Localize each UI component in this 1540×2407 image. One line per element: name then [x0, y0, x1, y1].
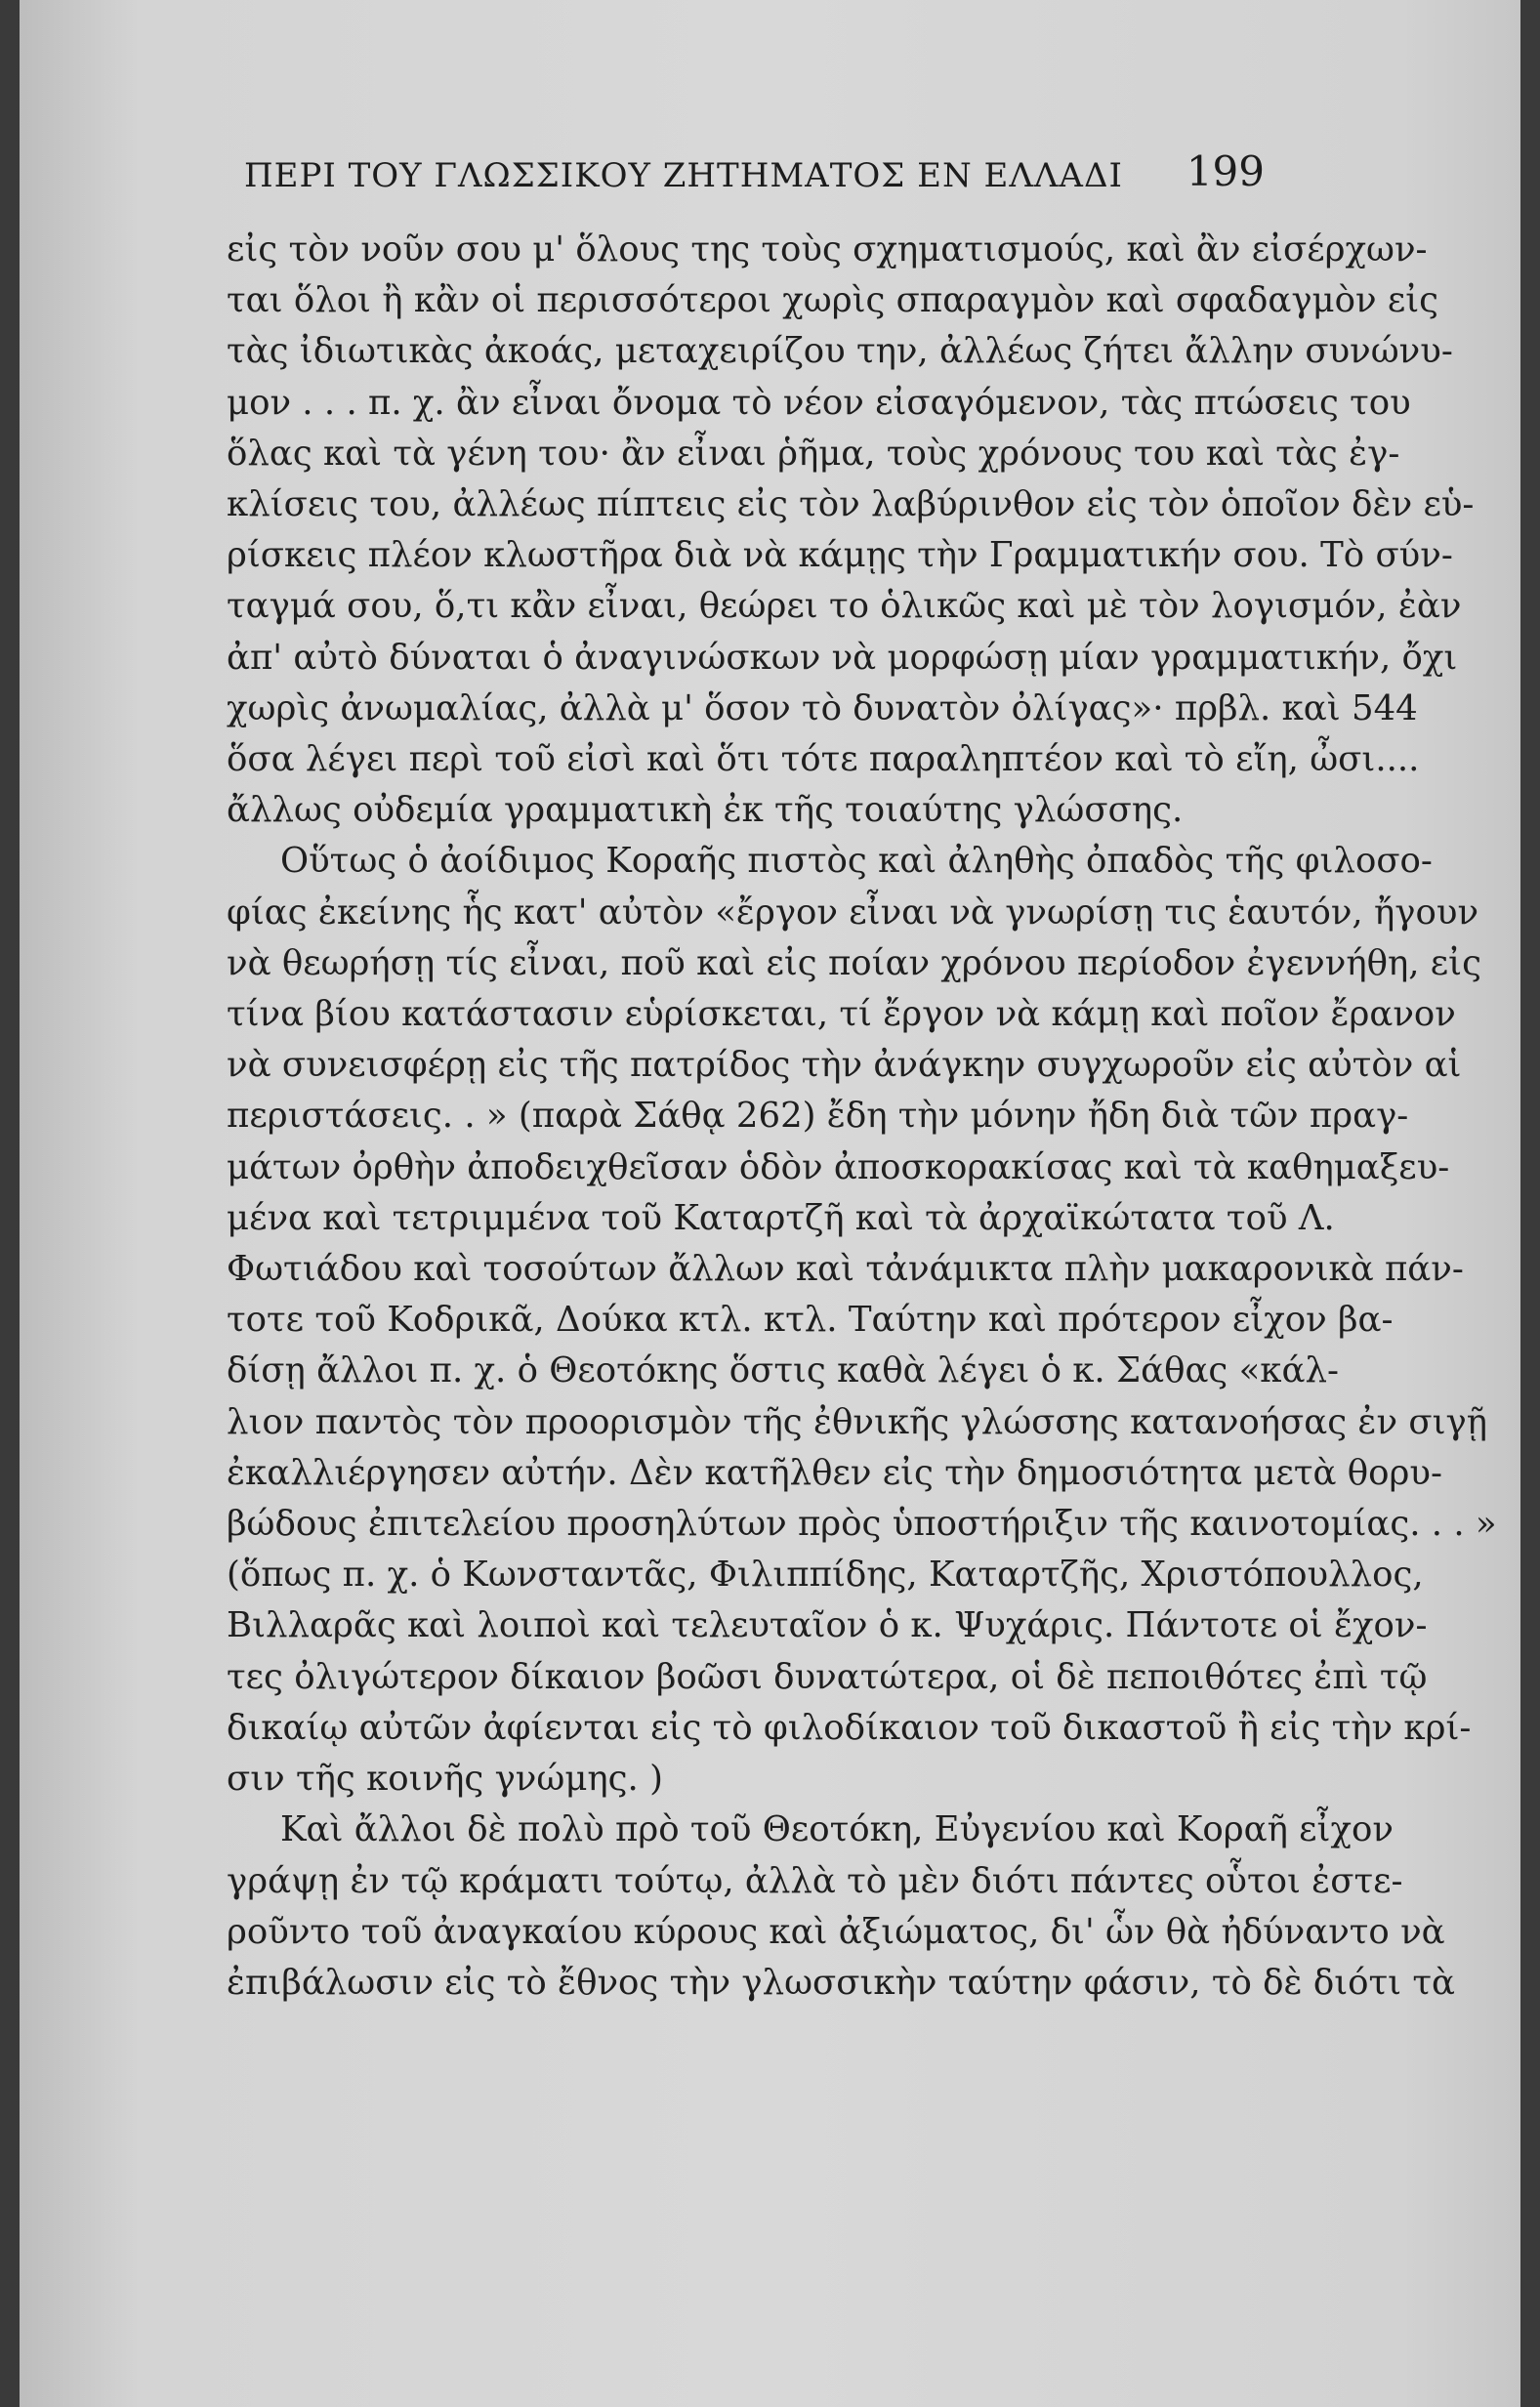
page-header [244, 137, 1265, 195]
text-line: τες ὀλιγώτερον δίκαιον βοῶσι δυνατώτερα, οἱ δὲ πεποιθότες ἐπὶ τῷ [227, 1656, 1428, 1697]
text-line: βώδους ἐπιτελείου προσηλύτων πρὸς ὑποστήριξιν τῆς καινοτομίας. . . » [227, 1504, 1497, 1545]
text-line: ὅλας καὶ τὰ γένη του· ἂν εἶναι ῥῆμα, τοὺς χρόνους του καὶ τὰς ἐγ- [227, 433, 1400, 474]
text-line: Καὶ ἄλλοι δὲ πολὺ πρὸ τοῦ Θεοτόκη, Εὐγενίου καὶ Κοραῆ εἶχον [280, 1809, 1394, 1850]
text-line: δίσῃ ἄλλοι π. χ. ὁ Θεοτόκης ὅστις καθὰ λέγει ὁ κ. Σάθας «κάλ- [227, 1350, 1339, 1391]
text-line: ται ὅλοι ἢ κἂν οἱ περισσότεροι χωρὶς σπαραγμὸν καὶ σφαδαγμὸν εἰς [227, 280, 1439, 321]
text-line: ροῦντο τοῦ ἀναγκαίου κύρους καὶ ἀξιώματος, δι' ὧν θὰ ἠδύναντο νὰ [227, 1911, 1445, 1952]
text-line: σιν τῆς κοινῆς γνώμης. ) [227, 1759, 663, 1800]
text-line: κλίσεις του, ἀλλέως πίπτεις εἰς τὸν λαβύρινθον εἰς τὸν ὁποῖον δὲν εὑ- [227, 484, 1475, 525]
book-page [20, 0, 1520, 2407]
text-line: εἰς τὸν νοῦν σου μ' ὅλους της τοὺς σχηματισμούς, καὶ ἂν εἰσέρχων- [227, 229, 1428, 270]
text-line: λιον παντὸς τὸν προορισμὸν τῆς ἐθνικῆς γλώσσης κατανοήσας ἐν σιγῇ [227, 1401, 1487, 1442]
text-line: χωρὶς ἀνωμαλίας, ἀλλὰ μ' ὅσον τὸ δυνατὸν ὀλίγας»· πρβλ. καὶ 544 [227, 687, 1418, 728]
page-number: 199 [1186, 147, 1265, 195]
text-line: περιστάσεις. . » (παρὰ Σάθᾳ 262) ἔδη τὴν μόνην ἤδη διὰ τῶν πραγ- [227, 1096, 1409, 1137]
text-line: ρίσκεις πλέον κλωστῆρα διὰ νὰ κάμῃς τὴν Γραμματικήν σου. Τὸ σύν- [227, 535, 1453, 576]
text-line: ὅσα λέγει περὶ τοῦ εἰσὶ καὶ ὅτι τότε παραληπτέον καὶ τὸ εἴη, ὦσι.... [227, 739, 1420, 780]
text-line: νὰ θεωρήσῃ τίς εἶναι, ποῦ καὶ εἰς ποίαν χρόνου περίοδον ἐγεννήθη, εἰς [227, 942, 1481, 983]
text-line: ἐκαλλιέργησεν αὐτήν. Δὲν κατῆλθεν εἰς τὴν δημοσιότητα μετὰ θορυ- [227, 1452, 1442, 1493]
text-line: Βιλλαρᾶς καὶ λοιποὶ καὶ τελευταῖον ὁ κ. Ψυχάρις. Πάντοτε οἱ ἔχον- [227, 1605, 1428, 1646]
text-line: ἄλλως οὐδεμία γραμματικὴ ἐκ τῆς τοιαύτης γλώσσης. [227, 790, 1184, 831]
body-text [227, 225, 1497, 2009]
text-line: φίας ἐκείνης ἧς κατ' αὐτὸν «ἔργον εἶναι νὰ γνωρίσῃ τις ἑαυτόν, ἤγουν [227, 892, 1479, 933]
running-title: ΠΕΡΙ ΤΟΥ ΓΛΩΣΣΙΚΟΥ ΖΗΤΗΜΑΤΟΣ ΕΝ ΕΛΛΑΔΙ [244, 156, 1123, 195]
text-line: μάτων ὀρθὴν ἀποδειχθεῖσαν ὁδὸν ἀποσκορακίσας καὶ τὰ καθημαξευ- [227, 1146, 1450, 1187]
text-line: ἐπιβάλωσιν εἰς τὸ ἔθνος τὴν γλωσσικὴν ταύτην φάσιν, τὸ δὲ διότι τὰ [227, 1962, 1455, 2003]
text-line: μον . . . π. χ. ἂν εἶναι ὄνομα τὸ νέον εἰσαγόμενον, τὰς πτώσεις του [227, 382, 1411, 423]
text-line: τὰς ἰδιωτικὰς ἀκοάς, μεταχειρίζου την, ἀλλέως ζήτει ἄλλην συνώνυ- [227, 331, 1453, 372]
text-line: (ὅπως π. χ. ὁ Κωνσταντᾶς, Φιλιππίδης, Καταρτζῆς, Χριστόπουλλος, [227, 1555, 1424, 1596]
text-line: γράψῃ ἐν τῷ κράματι τούτῳ, ἀλλὰ τὸ μὲν διότι πάντες οὗτοι ἐστε- [227, 1860, 1403, 1901]
text-line: νὰ συνεισφέρῃ εἰς τῆς πατρίδος τὴν ἀνάγκην συγχωροῦν εἰς αὐτὸν αἱ [227, 1045, 1462, 1086]
text-line: Οὕτως ὁ ἀοίδιμος Κοραῆς πιστὸς καὶ ἀληθὴς ὀπαδὸς τῆς φιλοσο- [280, 841, 1433, 882]
text-line: Φωτιάδου καὶ τοσούτων ἄλλων καὶ τἀνάμικτα πλὴν μακαρονικὰ πάν- [227, 1249, 1464, 1290]
text-line: τοτε τοῦ Κοδρικᾶ, Δούκα κτλ. κτλ. Ταύτην καὶ πρότερον εἶχον βα- [227, 1300, 1394, 1341]
text-line: ἀπ' αὐτὸ δύναται ὁ ἀναγινώσκων νὰ μορφώσῃ μίαν γραμματικήν, ὄχι [227, 637, 1458, 678]
text-line: ταγμά σου, ὅ,τι κἂν εἶναι, θεώρει το ὁλικῶς καὶ μὲ τὸν λογισμόν, ἐὰν [227, 586, 1462, 627]
text-line: μένα καὶ τετριμμένα τοῦ Καταρτζῆ καὶ τὰ ἀρχαϊκώτατα τοῦ Λ. [227, 1197, 1335, 1238]
text-line: δικαίῳ αὐτῶν ἀφίενται εἰς τὸ φιλοδίκαιον τοῦ δικαστοῦ ἢ εἰς τὴν κρί- [227, 1707, 1472, 1748]
text-line: τίνα βίου κατάστασιν εὑρίσκεται, τί ἔργον νὰ κάμῃ καὶ ποῖον ἔρανον [227, 994, 1456, 1035]
